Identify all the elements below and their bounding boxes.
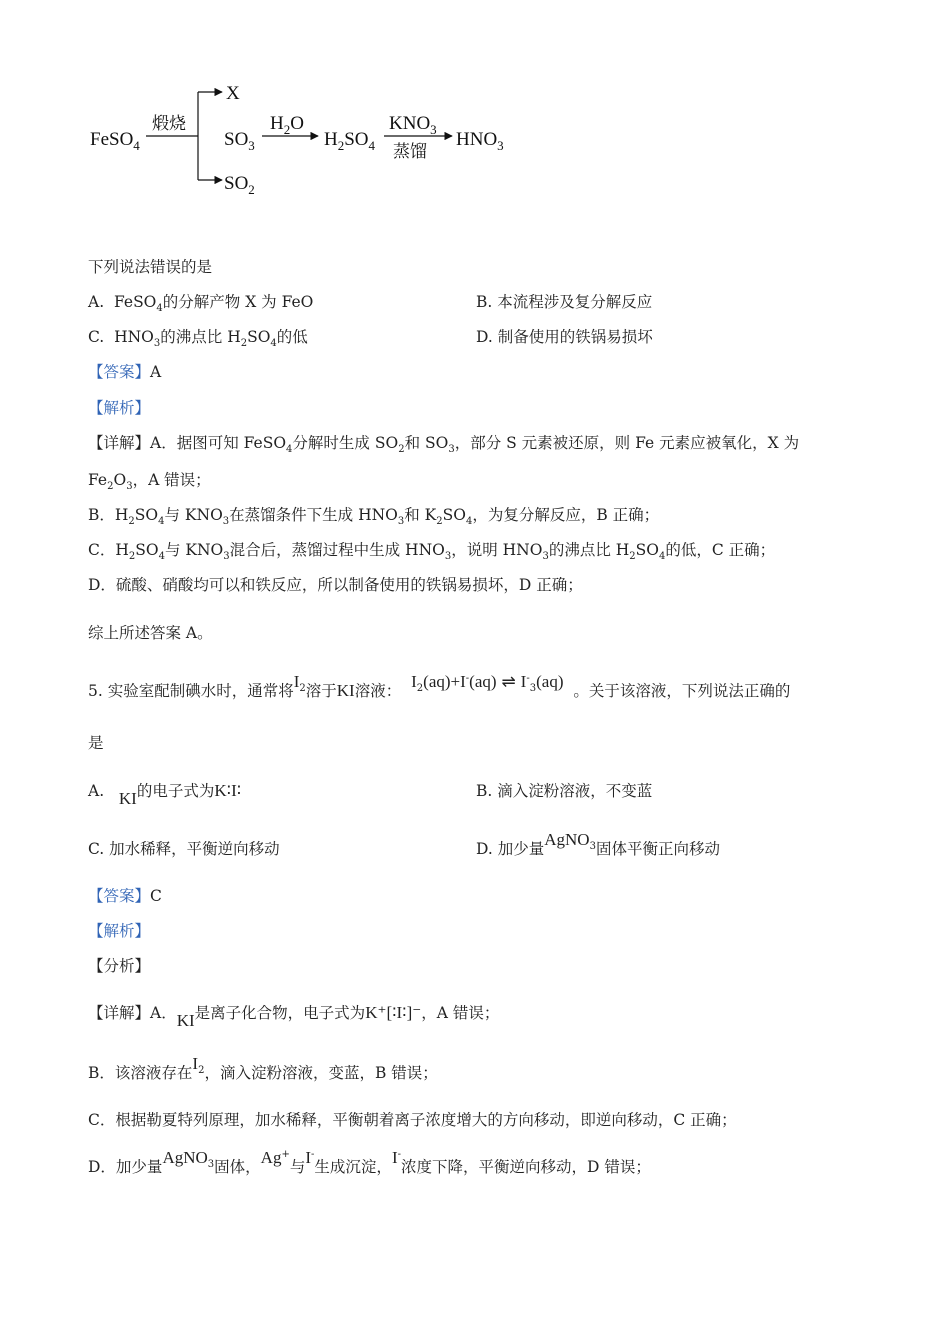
- flow-water-label: $H_2O$: [270, 113, 304, 137]
- q5-option-c: C. 加水稀释，平衡逆向移动: [88, 840, 280, 858]
- flow-h2so4: $H_2SO_4$: [324, 129, 376, 153]
- flow-kno3-label: $KNO_3$: [389, 113, 437, 137]
- q4-detail-d: D．硫酸、硝酸均可以和铁反应，所以制备使用的铁锅易损坏，D 正确；: [88, 576, 583, 594]
- q4-detail-a-cont: $Fe_2O_3$，A 错误；: [88, 471, 211, 493]
- q4-detail-c: C．$H_2SO_4$与 $KNO_3$混合后，蒸馏过程中生成 $HNO_3$，说明 $HNO_3$的沸点比 $H_2SO_4$的低，C 正确；: [88, 541, 776, 563]
- q4-option-d: D. 制备使用的铁锅易损坏: [476, 328, 653, 346]
- q5-answer: 【答案】C: [88, 887, 162, 905]
- q5-fenxi-tag: 【分析】: [88, 957, 151, 975]
- q4-summary: 综上所述答案 A。: [88, 624, 213, 642]
- q4-analysis-tag: 【解析】: [88, 399, 151, 417]
- q5-detail-b: B．该溶液存在$I_2$，滴入淀粉溶液，变蓝，B 错误；: [88, 1054, 438, 1082]
- q5-option-b: B. 滴入淀粉溶液，不变蓝: [476, 782, 653, 800]
- flow-hno3: $HNO_3$: [456, 129, 504, 153]
- q4-option-b: B. 本流程涉及复分解反应: [476, 293, 653, 311]
- flow-so3: $SO_3$: [224, 129, 255, 153]
- q5-analysis-tag: 【解析】: [88, 922, 151, 940]
- q4-option-c: C. $HNO_3$的沸点比 $H_2SO_4$的低: [88, 328, 308, 350]
- q5-stem: 5. 实验室配制碘水时，通常将$I_2$溶于KI溶液： $I_2(aq)+I^-(aq)$ ⇌ $I^-_3(aq)$ 。关于该溶液，下列说法正确的: [88, 672, 791, 700]
- flow-so2: $SO_2$: [224, 173, 255, 197]
- q5-detail-d: D．加少量AgNO$_3$固体，Ag+与I-生成沉淀，I-浓度下降，平衡逆向移动，D 错误；: [88, 1148, 651, 1176]
- q5-equation: $I_2(aq)+I^-(aq)$ ⇌ $I^-_3(aq)$: [411, 672, 564, 695]
- q4-stem: 下列说法错误的是: [88, 258, 213, 276]
- q5-stem-cont: 是: [88, 734, 104, 752]
- flow-distill-label: 蒸馏: [393, 142, 427, 162]
- flow-reactant: FeSO$_4$: [90, 129, 140, 153]
- flow-calcine-label: 煅烧: [152, 114, 186, 134]
- q5-option-a: A. KI的电子式为K∶I∶: [88, 781, 242, 808]
- q5-detail-a: 【详解】A．KI是离子化合物，电子式为K⁺[∶I∶]⁻，A 错误；: [88, 1003, 500, 1030]
- q4-answer: 【答案】A: [88, 363, 162, 381]
- process-flow-diagram: [0, 0, 560, 210]
- q4-detail-b: B．$H_2SO_4$与 $KNO_3$在蒸馏条件下生成 $HNO_3$和 $K_2SO_4$，为复分解反应，B 正确；: [88, 506, 660, 528]
- q4-option-a: A. FeSO$_4$的分解产物 X 为 FeO: [88, 293, 314, 315]
- q4-detail-a: 【详解】A．据图可知 FeSO$_4$分解时生成 $SO_2$和 $SO_3$，部分 S 元素被还原，则 Fe 元素应被氧化，X 为: [88, 434, 800, 456]
- flow-x-product: X: [226, 83, 240, 104]
- q5-option-d: D. 加少量AgNO$_3$固体平衡正向移动: [476, 830, 720, 858]
- q5-detail-c: C．根据勒夏特列原理，加水稀释，平衡朝着离子浓度增大的方向移动，即逆向移动，C 正确；: [88, 1111, 737, 1129]
